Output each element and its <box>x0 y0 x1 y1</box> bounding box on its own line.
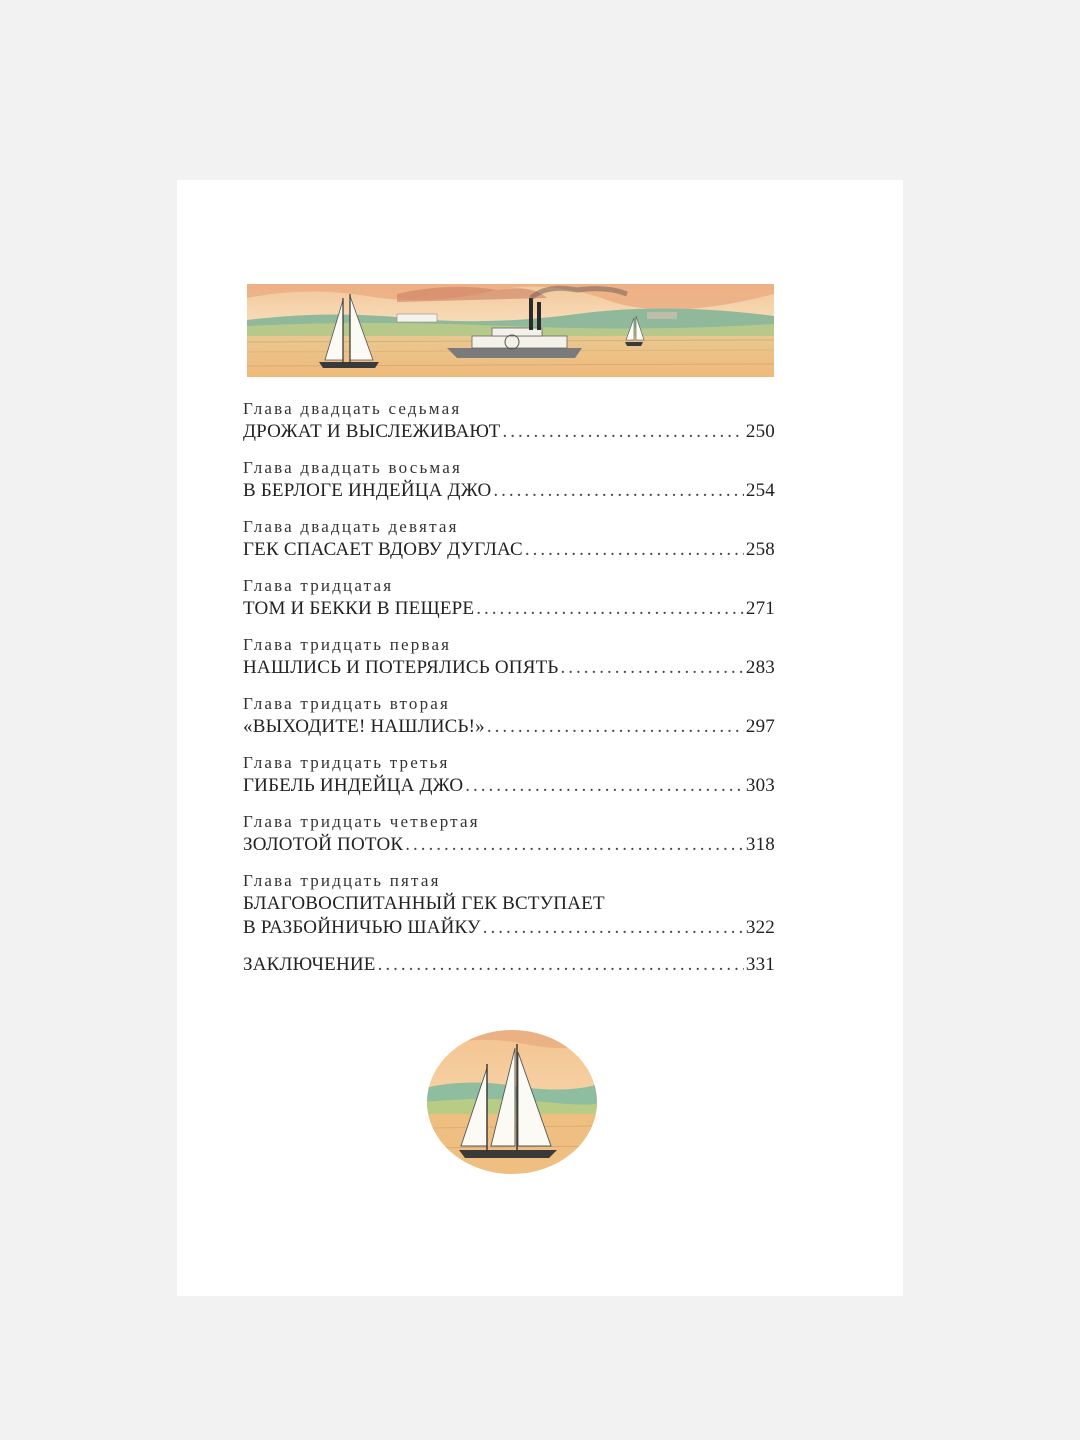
dot-leader <box>561 656 744 680</box>
toc-entry <box>243 693 775 739</box>
chapter-label: Глава двадцать восьмая <box>243 458 462 477</box>
dot-leader <box>493 479 744 503</box>
table-of-contents <box>243 398 775 990</box>
page-number: 258 <box>745 539 775 560</box>
book-page <box>177 180 903 1296</box>
chapter-title: ЗАКЛЮЧЕНИЕ <box>243 954 376 975</box>
chapter-label: Глава двадцать девятая <box>243 517 459 536</box>
toc-entry <box>243 752 775 798</box>
page-number: 322 <box>745 917 775 938</box>
dot-leader <box>483 916 744 940</box>
toc-row <box>243 774 775 798</box>
toc-row <box>243 479 775 503</box>
page-number: 271 <box>745 598 775 619</box>
chapter-label: Глава тридцать пятая <box>243 871 441 890</box>
chapter-title: В РАЗБОЙНИЧЬЮ ШАЙКУ <box>243 917 481 938</box>
page-number: 331 <box>745 954 775 975</box>
toc-entry <box>243 457 775 503</box>
toc-entry <box>243 870 775 940</box>
chapter-label: Глава тридцать первая <box>243 635 452 654</box>
chapter-title: ТОМ И БЕККИ В ПЕЩЕРЕ <box>243 598 475 619</box>
toc-entry <box>243 634 775 680</box>
chapter-title: «ВЫХОДИТЕ! НАШЛИСЬ!» <box>243 716 485 737</box>
chapter-title: ЗОЛОТОЙ ПОТОК <box>243 834 404 855</box>
chapter-title: ГЕК СПАСАЕТ ВДОВУ ДУГЛАС <box>243 539 523 560</box>
toc-row <box>243 833 775 857</box>
chapter-title: ГИБЕЛЬ ИНДЕЙЦА ДЖО <box>243 775 464 796</box>
toc-entry-conclusion <box>243 953 775 977</box>
dot-leader <box>405 833 744 857</box>
toc-entry <box>243 516 775 562</box>
dot-leader <box>378 953 744 977</box>
chapter-label: Глава двадцать седьмая <box>243 399 462 418</box>
steamboat-river-illustration <box>247 280 774 377</box>
chapter-label: Глава тридцать вторая <box>243 694 451 713</box>
toc-entry <box>243 398 775 444</box>
page-number: 303 <box>745 775 775 796</box>
dot-leader <box>476 597 744 621</box>
dot-leader <box>487 715 744 739</box>
toc-row <box>243 656 775 680</box>
toc-entry <box>243 811 775 857</box>
toc-row <box>243 715 775 739</box>
chapter-label: Глава тридцать четвертая <box>243 812 480 831</box>
page-number: 254 <box>745 480 775 501</box>
page-number: 297 <box>745 716 775 737</box>
chapter-title: НАШЛИСЬ И ПОТЕРЯЛИСЬ ОПЯТЬ <box>243 657 559 678</box>
toc-row <box>243 420 775 444</box>
toc-entry <box>243 575 775 621</box>
page-number: 318 <box>745 834 775 855</box>
toc-row <box>243 916 775 940</box>
sailboat-vignette-illustration <box>425 1028 599 1176</box>
chapter-label: Глава тридцатая <box>243 576 394 595</box>
chapter-label: Глава тридцать третья <box>243 753 450 772</box>
toc-row <box>243 597 775 621</box>
page-number: 283 <box>745 657 775 678</box>
toc-row <box>243 953 775 977</box>
page-number: 250 <box>745 421 775 442</box>
chapter-title-line: БЛАГОВОСПИТАННЫЙ ГЕК ВСТУПАЕТ <box>243 893 605 914</box>
toc-row <box>243 538 775 562</box>
dot-leader <box>465 774 744 798</box>
dot-leader <box>525 538 744 562</box>
dot-leader <box>502 420 743 444</box>
chapter-title: ДРОЖАТ И ВЫСЛЕЖИВАЮТ <box>243 421 501 442</box>
chapter-title: В БЕРЛОГЕ ИНДЕЙЦА ДЖО <box>243 480 492 501</box>
